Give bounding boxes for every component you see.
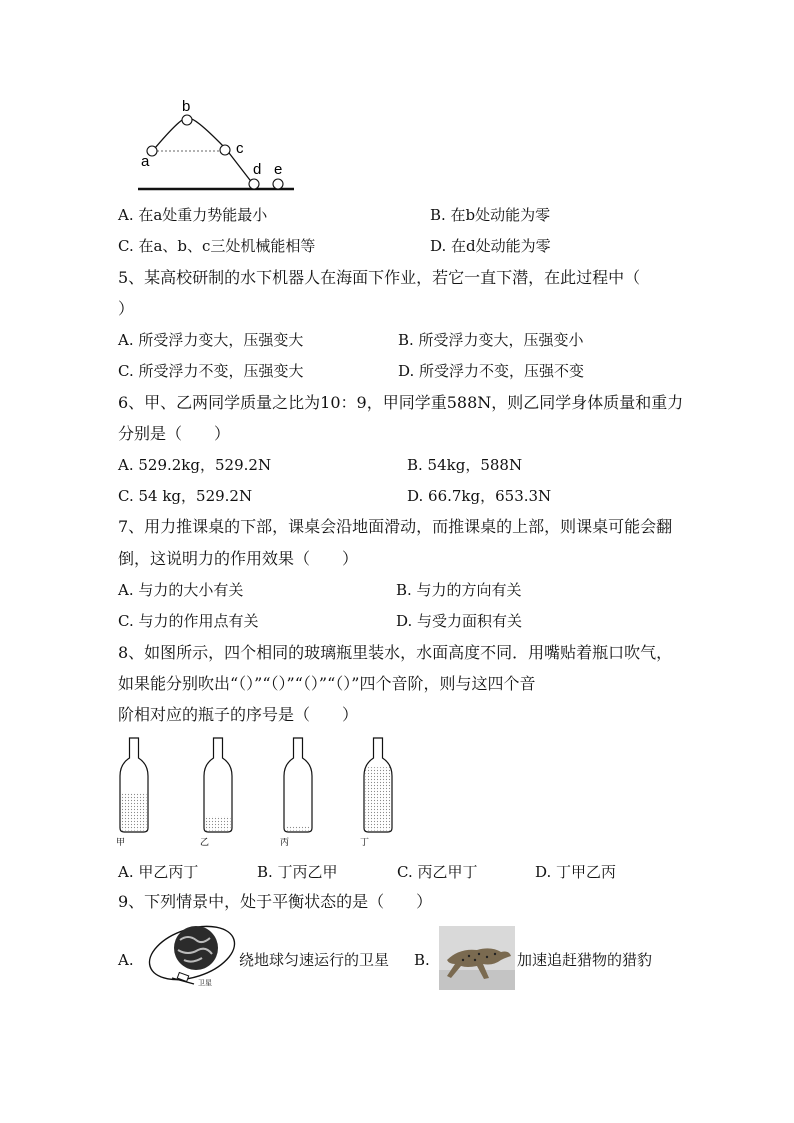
q8-option-d: D. 丁甲乙丙 [535, 863, 617, 881]
ball-c [220, 145, 230, 155]
q9-option-b-letter: B. [414, 951, 430, 969]
track-figure [130, 92, 300, 196]
bottle-label: 丙 [280, 837, 290, 847]
ball-e [273, 179, 283, 189]
q7-stem-line2: 倒，这说明力的作用效果（ ） [118, 549, 359, 568]
q5-option-d: D. 所受浮力不变，压强不变 [398, 362, 585, 380]
q6-option-a: A. 529.2kg，529.2N [118, 456, 272, 474]
q9-stem: 9、下列情景中，处于平衡状态的是（ ） [118, 892, 433, 911]
q7-option-d: D. 与受力面积有关 [396, 612, 523, 630]
q7-option-c: C. 与力的作用点有关 [118, 612, 259, 630]
q6-option-d: D. 66.7kg，653.3N [407, 487, 552, 505]
q5-option-a: A. 所受浮力变大，压强变大 [118, 331, 304, 349]
bottle-water [366, 767, 391, 830]
q6-stem-line2: 分别是（ ） [118, 424, 231, 443]
bottles-figure [112, 736, 412, 848]
satellite-label: 卫星 [198, 980, 212, 987]
q9-option-b-text: 加速追赶猎物的猎豹 [517, 951, 653, 969]
q8-option-a: A. 甲乙丙丁 [118, 863, 199, 881]
satellite-earth-image [142, 918, 238, 990]
bottle-water [286, 826, 311, 830]
bottle-2 [200, 738, 232, 847]
q8-option-b: B. 丁丙乙甲 [257, 863, 338, 881]
q4-option-c: C. 在a、b、c三处机械能相等 [118, 237, 316, 255]
cheetah-image [439, 926, 515, 990]
bottle-label: 丁 [360, 837, 370, 847]
bottle-outline [284, 738, 312, 832]
q4-option-b: B. 在b处动能为零 [430, 206, 551, 224]
ball-d [249, 179, 259, 189]
q7-stem-line1: 7、用力推课桌的下部，课桌会沿地面滑动，而推课桌的上部，则课桌可能会翻 [118, 517, 673, 536]
label-b: b [182, 98, 191, 115]
q9-option-a-letter: A. [118, 951, 134, 969]
bottle-water [206, 816, 231, 830]
bottle-4 [360, 738, 392, 847]
q7-option-b: B. 与力的方向有关 [396, 581, 522, 599]
bottle-water [122, 792, 147, 830]
q9-option-a-text: 绕地球匀速运行的卫星 [239, 951, 390, 969]
label-d: d [253, 161, 262, 178]
q8-stem-line2: 如果能分别吹出“（）”“（）”“（）”“（）”四个音阶，则与这四个音 [118, 674, 536, 693]
bottle-3 [280, 738, 312, 847]
q4-option-a: A. 在a处重力势能最小 [118, 206, 268, 224]
ball-b [182, 115, 192, 125]
q4-option-d: D. 在d处动能为零 [430, 237, 551, 255]
bottle-label: 乙 [200, 837, 210, 847]
label-c: c [236, 140, 244, 157]
q6-option-c: C. 54 kg，529.2N [118, 487, 253, 505]
bottle-1 [116, 738, 148, 847]
q6-stem-line1: 6、甲、乙两同学质量之比为10：9，甲同学重588N，则乙同学身体质量和重力 [118, 393, 684, 412]
label-e: e [274, 161, 283, 178]
q5-option-c: C. 所受浮力不变，压强变大 [118, 362, 304, 380]
q6-option-b: B. 54kg，588N [407, 456, 523, 474]
label-a: a [141, 153, 150, 170]
q5-stem-line1: 5、某高校研制的水下机器人在海面下作业，若它一直下潜，在此过程中（ [118, 268, 641, 287]
bottle-label: 甲 [116, 837, 126, 847]
bottles-group [116, 738, 392, 847]
q8-stem-line1: 8、如图所示，四个相同的玻璃瓶里装水，水面高度不同．用嘴贴着瓶口吹气， [118, 643, 673, 662]
q5-stem-line2: ） [118, 299, 135, 318]
q7-option-a: A. 与力的大小有关 [118, 581, 244, 599]
q8-stem-line3: 阶相对应的瓶子的序号是（ ） [118, 705, 359, 724]
q5-option-b: B. 所受浮力变大，压强变小 [398, 331, 584, 349]
q8-option-c: C. 丙乙甲丁 [397, 863, 478, 881]
